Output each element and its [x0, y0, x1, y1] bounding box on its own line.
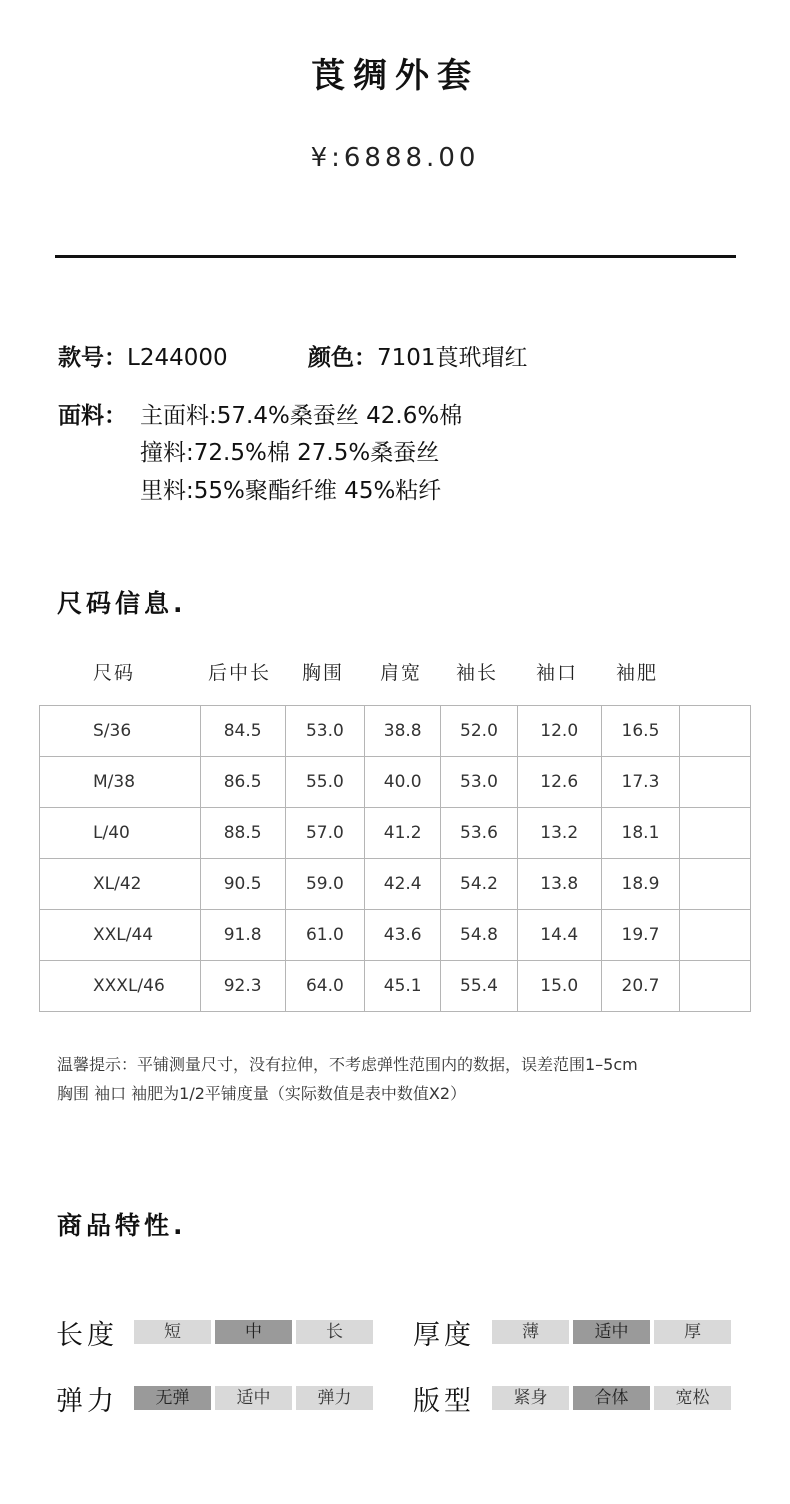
- sleeve-length-cell: 54.8: [441, 910, 518, 961]
- color-label: 颜色：: [308, 345, 377, 371]
- empty-cell: [680, 961, 751, 1012]
- table-row: [40, 859, 751, 910]
- size-cell: XXL/44: [40, 910, 201, 961]
- size-header-chest: 胸围: [302, 662, 345, 684]
- sleeve-width-cell: 19.7: [601, 910, 680, 961]
- fabric-line-contrast: 撞料:72.5%棉 27.5%桑蚕丝: [140, 440, 440, 466]
- product-price: ¥:6888.00: [310, 143, 480, 173]
- empty-cell: [680, 808, 751, 859]
- table-row: [40, 910, 751, 961]
- size-cell: S/36: [40, 706, 201, 757]
- chest-cell: 61.0: [285, 910, 365, 961]
- table-row: [40, 757, 751, 808]
- sleeve-width-cell: 16.5: [601, 706, 680, 757]
- sleeve-length-cell: 55.4: [441, 961, 518, 1012]
- cuff-cell: 14.4: [517, 910, 601, 961]
- style-value: L244000: [127, 345, 228, 371]
- style-label: 款号：: [58, 345, 127, 371]
- fit-option-slim: 紧身: [492, 1386, 569, 1410]
- size-cell: M/38: [40, 757, 201, 808]
- shoulder-cell: 43.6: [365, 910, 441, 961]
- size-cell: XXXL/46: [40, 961, 201, 1012]
- sleeve-width-cell: 18.1: [601, 808, 680, 859]
- table-row: [40, 961, 751, 1012]
- length-option-medium: 中: [215, 1320, 292, 1344]
- sleeve-width-cell: 20.7: [601, 961, 680, 1012]
- size-header-size: 尺码: [93, 662, 136, 684]
- length-option-short: 短: [134, 1320, 211, 1344]
- length-cell: 86.5: [200, 757, 285, 808]
- chest-cell: 55.0: [285, 757, 365, 808]
- table-row: [40, 706, 751, 757]
- thickness-option-medium: 适中: [573, 1320, 650, 1344]
- size-header-cuff: 袖口: [536, 662, 579, 684]
- size-cell: L/40: [40, 808, 201, 859]
- size-table: [39, 705, 751, 1012]
- length-cell: 91.8: [200, 910, 285, 961]
- product-title: 莨绸外套: [311, 56, 479, 96]
- measurement-note-2: 胸围 袖口 袖肥为1/2平铺度量（实际数值是表中数值X2）: [57, 1084, 467, 1103]
- shoulder-cell: 45.1: [365, 961, 441, 1012]
- cuff-cell: 15.0: [517, 961, 601, 1012]
- chest-cell: 57.0: [285, 808, 365, 859]
- chest-cell: 64.0: [285, 961, 365, 1012]
- shoulder-cell: 40.0: [365, 757, 441, 808]
- elasticity-option-none: 无弹: [134, 1386, 211, 1410]
- sleeve-width-cell: 17.3: [601, 757, 680, 808]
- empty-cell: [680, 859, 751, 910]
- size-cell: XL/42: [40, 859, 201, 910]
- elasticity-option-stretch: 弹力: [296, 1386, 373, 1410]
- features-section-title: 商品特性.: [57, 1211, 187, 1240]
- empty-cell: [680, 706, 751, 757]
- sleeve-length-cell: 52.0: [441, 706, 518, 757]
- shoulder-cell: 41.2: [365, 808, 441, 859]
- feature-thickness: [413, 1313, 733, 1349]
- length-cell: 92.3: [200, 961, 285, 1012]
- length-cell: 84.5: [200, 706, 285, 757]
- feature-elasticity-label: 弹力: [56, 1386, 118, 1417]
- size-header-sleeve-length: 袖长: [456, 662, 499, 684]
- cuff-cell: 13.2: [517, 808, 601, 859]
- shoulder-cell: 38.8: [365, 706, 441, 757]
- cuff-cell: 12.6: [517, 757, 601, 808]
- sleeve-length-cell: 53.0: [441, 757, 518, 808]
- fit-option-regular: 合体: [573, 1386, 650, 1410]
- thickness-option-thick: 厚: [654, 1320, 731, 1344]
- feature-elasticity: [56, 1379, 376, 1415]
- fabric-label: [58, 397, 127, 430]
- chest-cell: 59.0: [285, 859, 365, 910]
- length-cell: 88.5: [200, 808, 285, 859]
- cuff-cell: 13.8: [517, 859, 601, 910]
- feature-fit: [413, 1379, 733, 1415]
- length-cell: 90.5: [200, 859, 285, 910]
- fabric-line-lining: 里料:55%聚酯纤维 45%粘纤: [140, 478, 442, 504]
- empty-cell: [680, 910, 751, 961]
- size-header-length: 后中长: [208, 662, 272, 684]
- feature-fit-label: 版型: [413, 1386, 475, 1417]
- measurement-note: 温馨提示：平铺测量尺寸，没有拉伸，不考虑弹性范围内的数据，误差范围1–5cm: [57, 1055, 638, 1074]
- empty-cell: [680, 757, 751, 808]
- length-option-long: 长: [296, 1320, 373, 1344]
- feature-length: [56, 1313, 376, 1349]
- sleeve-length-cell: 53.6: [441, 808, 518, 859]
- table-row: [40, 808, 751, 859]
- sleeve-length-cell: 54.2: [441, 859, 518, 910]
- shoulder-cell: 42.4: [365, 859, 441, 910]
- header-divider: [55, 255, 736, 258]
- fabric-line-main: 主面料:57.4%桑蚕丝 42.6%棉: [140, 403, 463, 429]
- fabric-label-text: 面料：: [58, 403, 127, 429]
- elasticity-option-medium: 适中: [215, 1386, 292, 1410]
- chest-cell: 53.0: [285, 706, 365, 757]
- feature-length-label: 长度: [56, 1320, 118, 1351]
- fit-option-loose: 宽松: [654, 1386, 731, 1410]
- size-header-sleeve-width: 袖肥: [616, 662, 659, 684]
- size-header-shoulder: 肩宽: [380, 662, 423, 684]
- size-section-title: 尺码信息.: [57, 589, 187, 618]
- thickness-option-thin: 薄: [492, 1320, 569, 1344]
- color-info: [308, 339, 528, 372]
- color-value: 7101莨玳瑁红: [377, 345, 528, 371]
- sleeve-width-cell: 18.9: [601, 859, 680, 910]
- feature-thickness-label: 厚度: [413, 1320, 475, 1351]
- style-number: [58, 339, 228, 372]
- cuff-cell: 12.0: [517, 706, 601, 757]
